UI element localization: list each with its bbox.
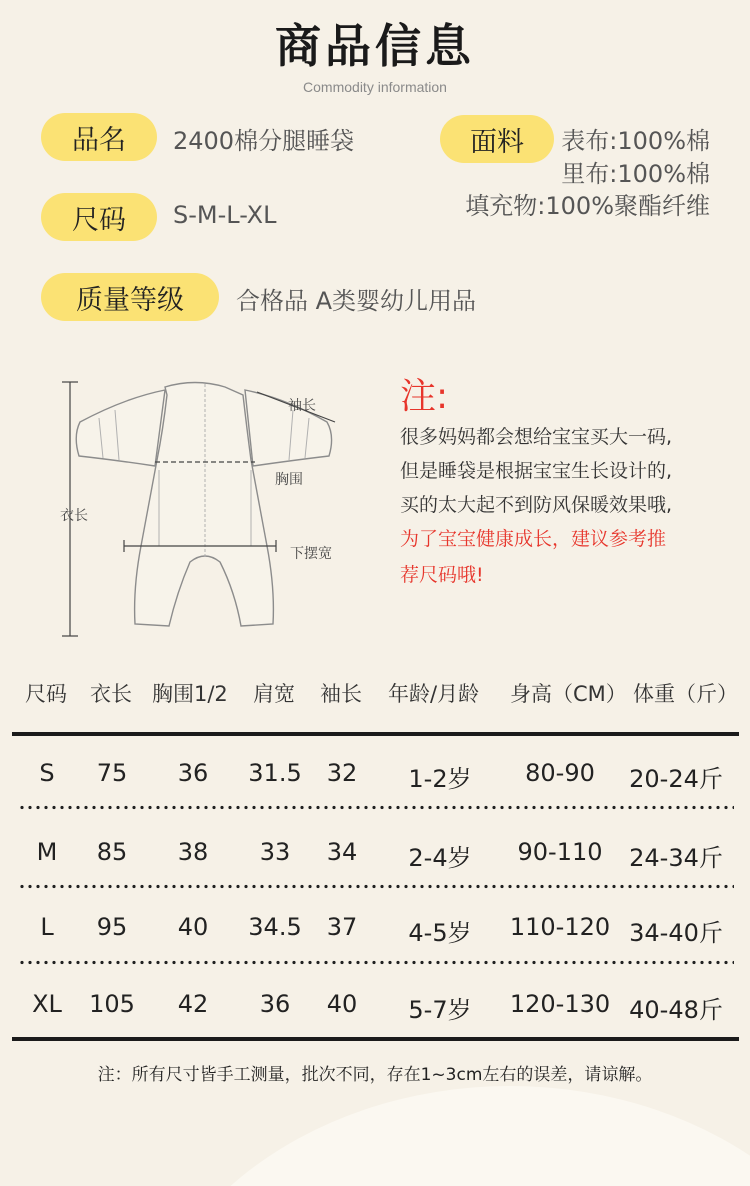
table-header-cell: 肩宽 <box>253 682 295 706</box>
fabric-line: 填充物:100%聚酯纤维 <box>465 192 710 220</box>
table-cell: 95 <box>96 913 128 941</box>
table-cell: 34-40斤 <box>629 919 723 947</box>
table-cell: 4-5岁 <box>408 919 472 947</box>
table-header-cell: 年龄/月龄 <box>388 682 480 706</box>
size-value: S-M-L-XL <box>173 201 277 229</box>
table-cell: 34.5 <box>248 913 302 941</box>
table-cell: 36 <box>259 990 291 1018</box>
table-cell: 42 <box>177 990 209 1018</box>
table-top-rule <box>12 732 739 736</box>
table-cell: S <box>39 759 55 787</box>
table-cell: XL <box>32 990 62 1018</box>
note-line-highlight: 为了宝宝健康成长，建议参考推 <box>400 528 667 550</box>
grade-label-pill: 质量等级 <box>41 273 219 321</box>
page-subtitle: Commodity information <box>303 79 447 95</box>
table-header-cell: 衣长 <box>90 682 132 706</box>
table-cell: 31.5 <box>248 759 302 787</box>
note-line: 买的太大起不到防风保暖效果哦, <box>400 494 673 516</box>
sleeve-length-label: 袖长 <box>288 398 316 414</box>
table-header-cell: 尺码 <box>25 682 67 706</box>
note-line: 很多妈妈都会想给宝宝买大一码, <box>400 426 673 448</box>
table-cell: 75 <box>96 759 128 787</box>
table-cell: 38 <box>177 838 209 866</box>
table-cell: 34 <box>326 838 358 866</box>
hem-width-label: 下摆宽 <box>290 546 332 562</box>
table-cell: 90-110 <box>517 838 603 866</box>
body-length-label: 衣长 <box>60 508 88 524</box>
note-heading: 注: <box>400 376 449 417</box>
table-cell: 36 <box>177 759 209 787</box>
table-cell: 24-34斤 <box>629 844 723 872</box>
fabric-line: 里布:100%棉 <box>561 160 710 188</box>
measurement-footnote: 注：所有尺寸皆手工测量，批次不同，存在1~3cm左右的误差，请谅解。 <box>97 1065 653 1085</box>
page-title: 商品信息 <box>275 19 475 73</box>
table-cell: 40-48斤 <box>629 996 723 1024</box>
table-cell: L <box>40 913 54 941</box>
table-cell: 120-130 <box>509 990 611 1018</box>
table-cell: 40 <box>326 990 358 1018</box>
row-divider <box>18 960 734 965</box>
table-cell: 110-120 <box>509 913 611 941</box>
note-line-highlight: 荐尺码哦! <box>400 564 484 586</box>
table-header-cell: 胸围1/2 <box>152 682 228 706</box>
table-cell: 33 <box>259 838 291 866</box>
fabric-line: 表布:100%棉 <box>561 127 710 155</box>
note-line: 但是睡袋是根据宝宝生长设计的, <box>400 460 673 482</box>
table-cell: 80-90 <box>525 759 595 787</box>
table-cell: 105 <box>89 990 135 1018</box>
name-value: 2400棉分腿睡袋 <box>173 127 355 155</box>
garment-diagram <box>55 370 355 640</box>
grade-value: 合格品 A类婴幼儿用品 <box>236 287 477 315</box>
background-arc <box>130 1086 750 1186</box>
table-cell: 2-4岁 <box>408 844 472 872</box>
chest-label: 胸围 <box>275 472 303 488</box>
table-header-cell: 身高（CM） <box>510 682 627 706</box>
table-cell: 5-7岁 <box>408 996 472 1024</box>
table-bottom-rule <box>12 1037 739 1041</box>
row-divider <box>18 884 734 889</box>
table-cell: 85 <box>96 838 128 866</box>
table-cell: M <box>36 838 58 866</box>
table-cell: 32 <box>326 759 358 787</box>
name-label-pill: 品名 <box>41 113 157 161</box>
table-cell: 40 <box>177 913 209 941</box>
table-cell: 1-2岁 <box>408 765 472 793</box>
table-header-cell: 袖长 <box>320 682 362 706</box>
size-label-pill: 尺码 <box>41 193 157 241</box>
row-divider <box>18 805 734 810</box>
fabric-label-pill: 面料 <box>440 115 554 163</box>
table-cell: 20-24斤 <box>629 765 723 793</box>
table-header-cell: 体重（斤） <box>633 682 738 706</box>
table-cell: 37 <box>326 913 358 941</box>
